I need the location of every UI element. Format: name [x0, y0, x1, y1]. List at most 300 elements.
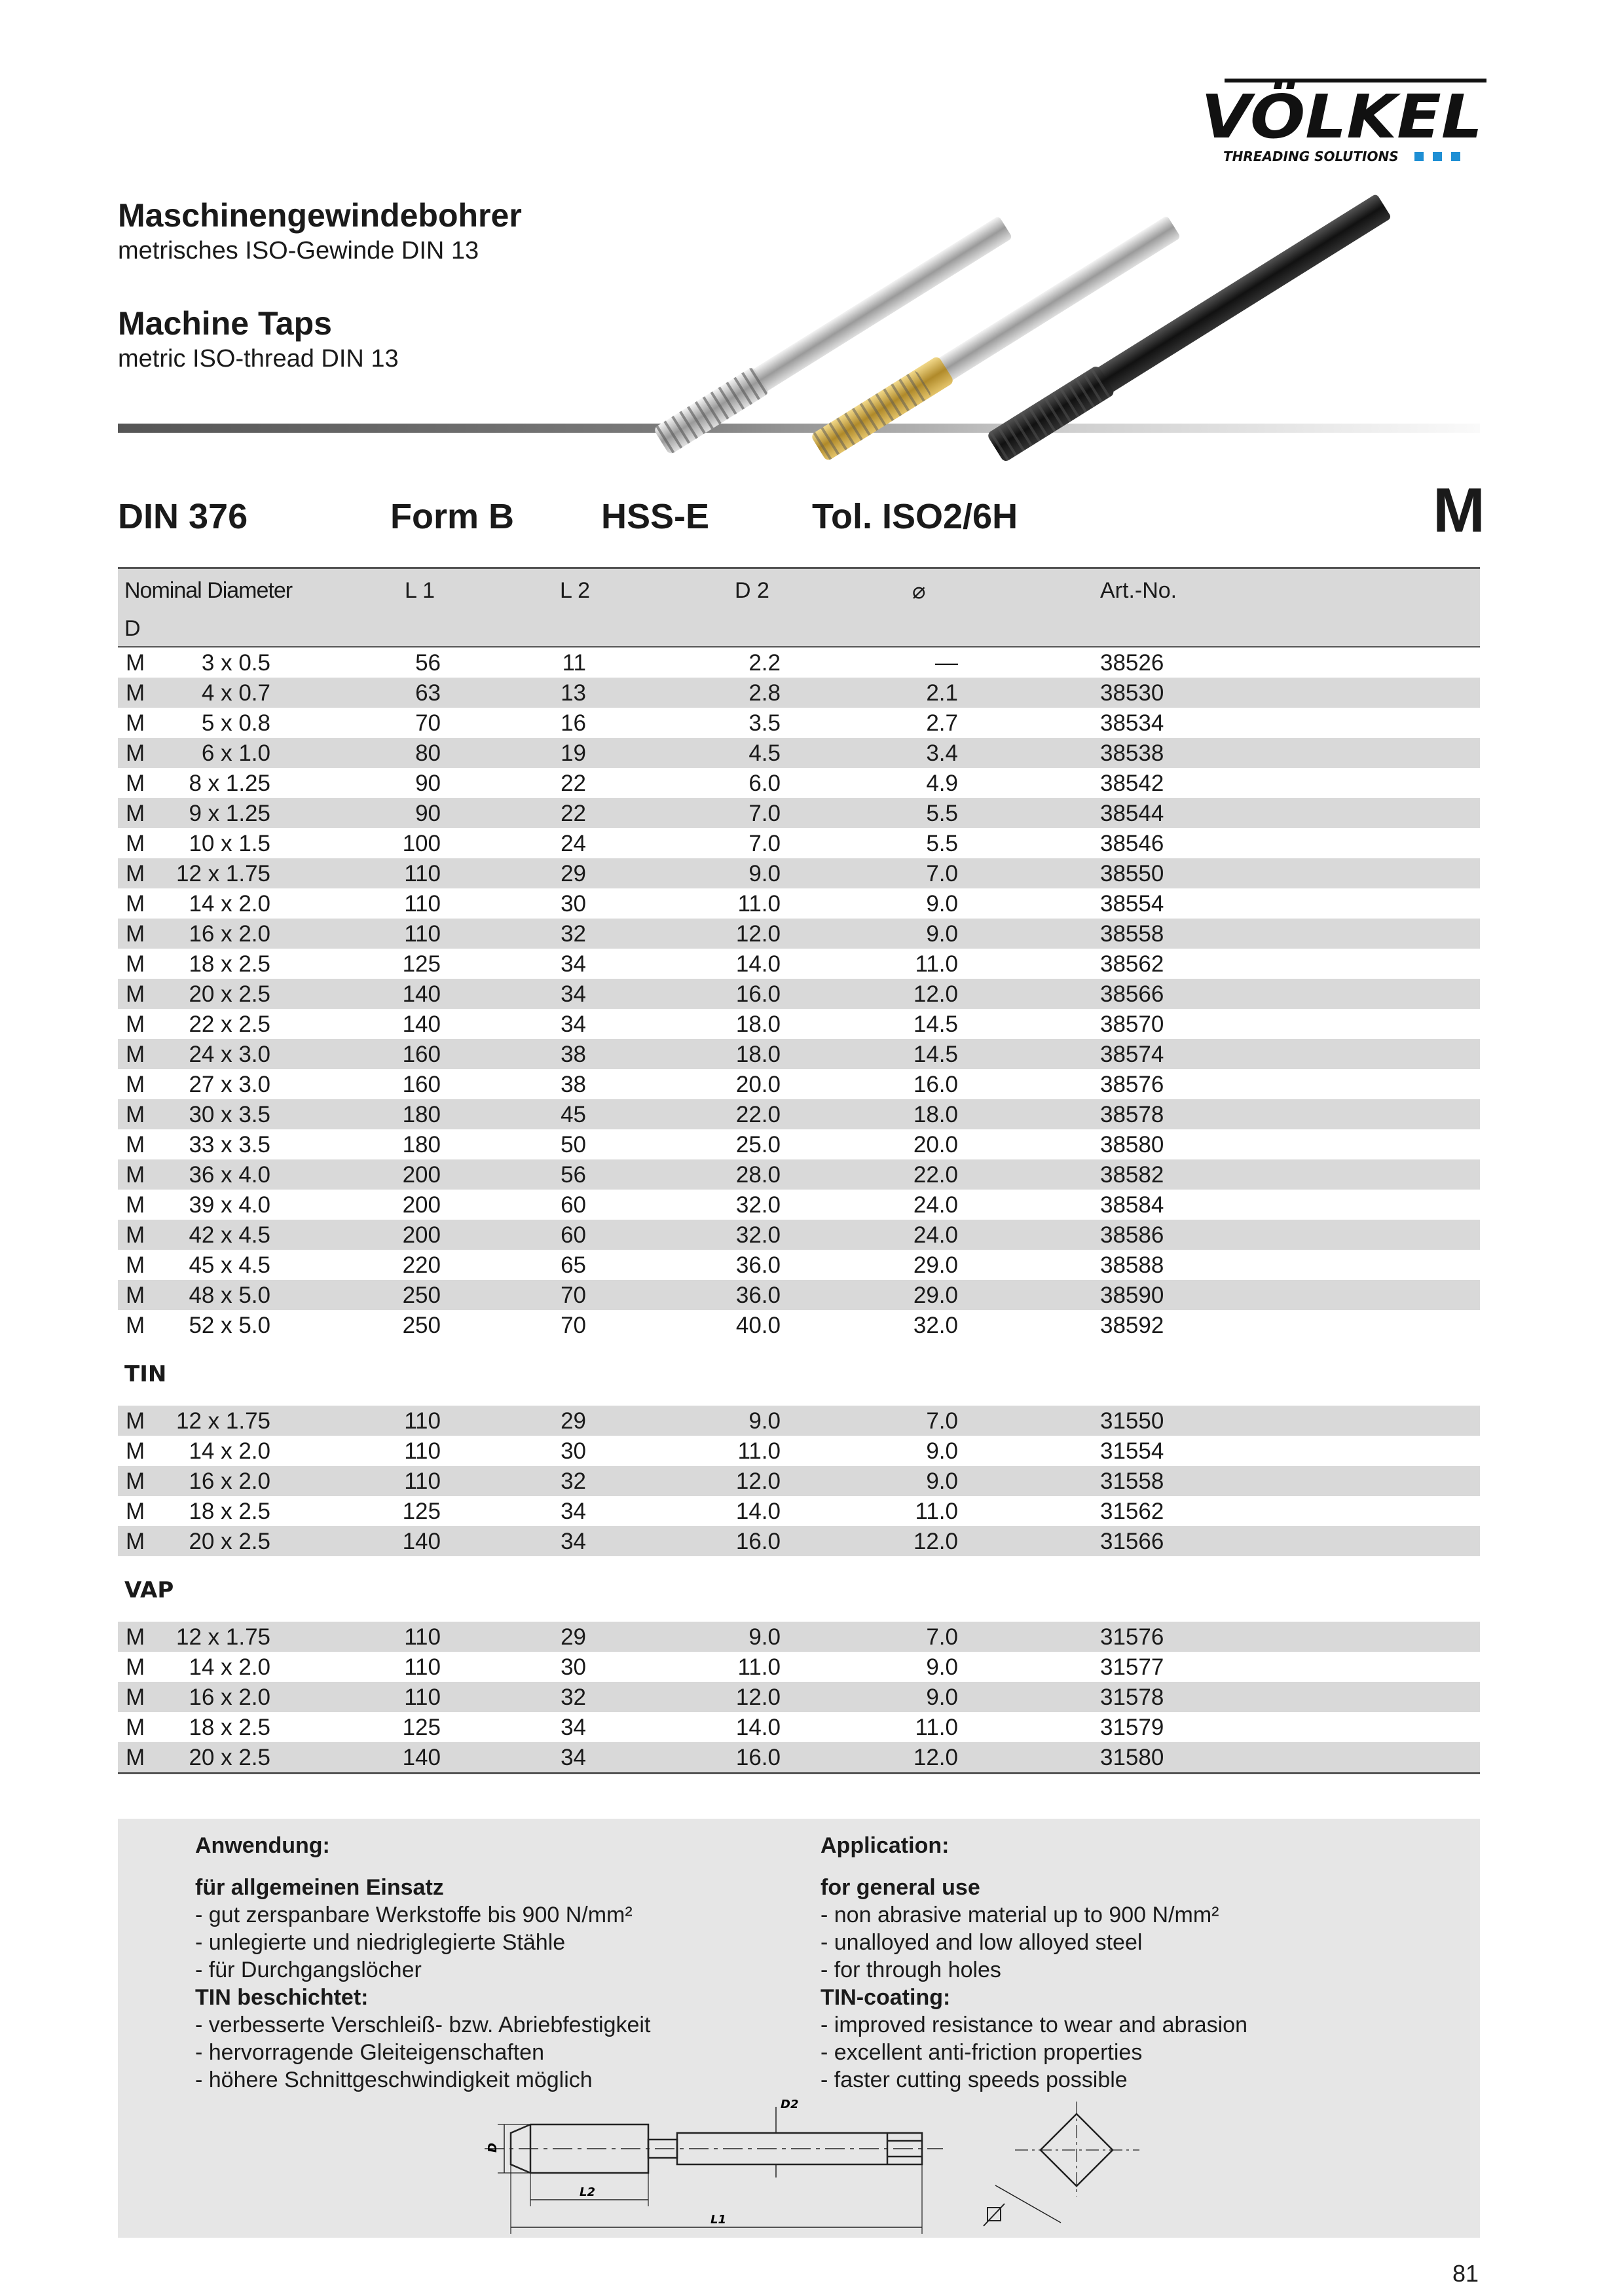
header-l2: L 2 — [560, 578, 591, 603]
cell-prefix: M — [126, 1042, 145, 1067]
cell-d2: 12.0 — [735, 1685, 781, 1710]
cell-square: 14.5 — [913, 1011, 958, 1037]
table-row — [118, 1159, 1480, 1190]
table-row — [118, 949, 1480, 979]
cell-l1: 200 — [402, 1192, 441, 1218]
cell-size: 18 x 2.5 — [189, 1715, 270, 1740]
cell-prefix: M — [126, 1745, 145, 1770]
table-row — [118, 738, 1480, 768]
cell-l2: 32 — [561, 1468, 586, 1494]
page-subtitle-en: metric ISO-thread DIN 13 — [118, 345, 399, 373]
cell-art-no: 31578 — [1100, 1685, 1164, 1710]
cell-prefix: M — [126, 861, 145, 886]
cell-prefix: M — [126, 1715, 145, 1740]
cell-square: 9.0 — [926, 891, 958, 917]
cell-d2: 9.0 — [748, 1624, 781, 1650]
cell-l1: 110 — [404, 1654, 441, 1680]
cell-size: 9 x 1.25 — [189, 801, 270, 826]
cell-l2: 34 — [561, 1011, 586, 1037]
cell-d2: 11.0 — [737, 1654, 781, 1680]
cell-art-no: 38586 — [1100, 1222, 1164, 1248]
cell-l1: 200 — [402, 1222, 441, 1248]
table-row — [118, 1406, 1480, 1436]
page-title-de: Maschinengewindebohrer — [118, 197, 522, 234]
cell-size: 22 x 2.5 — [189, 1011, 270, 1037]
cell-art-no: 38580 — [1100, 1132, 1164, 1157]
cell-square: 9.0 — [926, 1438, 958, 1464]
cell-l2: 45 — [561, 1102, 586, 1127]
cell-square: 24.0 — [913, 1192, 958, 1218]
cell-d2: 25.0 — [735, 1132, 781, 1157]
table-row — [118, 828, 1480, 858]
cell-d2: 16.0 — [735, 981, 781, 1007]
cell-prefix: M — [126, 1529, 145, 1554]
cell-l1: 110 — [404, 1624, 441, 1650]
table-row — [118, 1466, 1480, 1496]
cell-d2: 6.0 — [748, 771, 781, 796]
cell-square: 14.5 — [913, 1042, 958, 1067]
cell-d2: 7.0 — [748, 831, 781, 856]
cell-art-no: 38584 — [1100, 1192, 1164, 1218]
cell-size: 36 x 4.0 — [189, 1162, 270, 1188]
list-item: - improved resistance to wear and abrasion — [821, 2013, 1247, 2037]
application-en — [821, 1832, 1247, 2094]
cell-prefix: M — [126, 710, 145, 736]
cell-size: 16 x 2.0 — [189, 1468, 270, 1494]
cell-l2: 24 — [561, 831, 586, 856]
cell-l2: 38 — [561, 1042, 586, 1067]
cell-l2: 22 — [561, 801, 586, 826]
table-row — [118, 1069, 1480, 1099]
cell-l2: 34 — [561, 1745, 586, 1770]
cell-d2: 32.0 — [735, 1222, 781, 1248]
cell-size: 52 x 5.0 — [189, 1313, 270, 1338]
cell-l1: 250 — [402, 1283, 441, 1308]
cell-size: 4 x 0.7 — [201, 680, 270, 706]
cell-l1: 63 — [415, 680, 441, 706]
cell-square: 29.0 — [913, 1252, 958, 1278]
cell-art-no: 38558 — [1100, 921, 1164, 947]
machine-taps-image — [642, 183, 1506, 484]
cell-l2: 56 — [561, 1162, 586, 1188]
header-d2: D 2 — [735, 578, 769, 603]
cell-l2: 22 — [561, 771, 586, 796]
cell-l1: 250 — [402, 1313, 441, 1338]
cell-d2: 40.0 — [735, 1313, 781, 1338]
drawing-label-d2: D2 — [781, 2098, 799, 2111]
cell-l2: 34 — [561, 1715, 586, 1740]
header-d: D — [124, 616, 141, 641]
cell-prefix: M — [126, 1102, 145, 1127]
cell-l2: 60 — [561, 1222, 586, 1248]
cell-l1: 110 — [404, 1685, 441, 1710]
spec-thread-letter: M — [1433, 475, 1485, 545]
table-row — [118, 1682, 1480, 1712]
table-row — [118, 768, 1480, 798]
list-item: - unalloyed and low alloyed steel — [821, 1930, 1143, 1955]
page-subtitle-de: metrisches ISO-Gewinde DIN 13 — [118, 237, 479, 264]
cell-d2: 9.0 — [748, 1408, 781, 1434]
cell-prefix: M — [126, 1438, 145, 1464]
cell-l2: 32 — [561, 1685, 586, 1710]
cell-l1: 110 — [404, 1408, 441, 1434]
table-row — [118, 1436, 1480, 1466]
coating-title-en: TIN-coating: — [821, 1985, 951, 2010]
cell-square: 16.0 — [913, 1072, 958, 1097]
cell-square: 7.0 — [926, 1408, 958, 1434]
cell-art-no: 38566 — [1100, 981, 1164, 1007]
table-row — [118, 708, 1480, 738]
cell-square: 29.0 — [913, 1283, 958, 1308]
cell-d2: 36.0 — [735, 1283, 781, 1308]
cell-prefix: M — [126, 1685, 145, 1710]
cell-art-no: 38570 — [1100, 1011, 1164, 1037]
cell-d2: 14.0 — [735, 1715, 781, 1740]
table-row — [118, 919, 1480, 949]
cell-l2: 11 — [562, 650, 586, 676]
cell-prefix: M — [126, 650, 145, 676]
cell-l2: 34 — [561, 1499, 586, 1524]
cell-prefix: M — [126, 891, 145, 917]
table-row — [118, 1220, 1480, 1250]
cell-l1: 125 — [402, 1499, 441, 1524]
application-general-de: für allgemeinen Einsatz — [195, 1875, 444, 1900]
table-row — [118, 678, 1480, 708]
cell-art-no: 38576 — [1100, 1072, 1164, 1097]
cell-l1: 180 — [402, 1102, 441, 1127]
cell-l2: 16 — [561, 710, 586, 736]
section-tin: TIN — [124, 1361, 167, 1387]
cell-prefix: M — [126, 1283, 145, 1308]
spec-material: HSS-E — [601, 497, 710, 536]
cell-d2: 12.0 — [735, 921, 781, 947]
cell-l1: 80 — [415, 740, 441, 766]
cell-l2: 50 — [561, 1132, 586, 1157]
cell-d2: 4.5 — [748, 740, 781, 766]
cell-prefix: M — [126, 951, 145, 977]
svg-text:THREADING SOLUTIONS: THREADING SOLUTIONS — [1223, 149, 1399, 164]
cell-l1: 140 — [402, 981, 441, 1007]
cell-art-no: 38592 — [1100, 1313, 1164, 1338]
cell-art-no: 31562 — [1100, 1499, 1164, 1524]
list-item: - faster cutting speeds possible — [821, 2068, 1128, 2092]
cell-prefix: M — [126, 740, 145, 766]
cell-size: 14 x 2.0 — [189, 1438, 270, 1464]
drawing-label-d: D — [486, 2143, 500, 2153]
table-row — [118, 1129, 1480, 1159]
drawing-label-l2: L2 — [580, 2185, 595, 2199]
cell-art-no: 38554 — [1100, 891, 1164, 917]
cell-prefix: M — [126, 921, 145, 947]
cell-d2: 20.0 — [735, 1072, 781, 1097]
table-row — [118, 1742, 1480, 1774]
header-art-no: Art.-No. — [1100, 578, 1177, 603]
cell-square: 12.0 — [913, 1529, 958, 1554]
cell-square: 24.0 — [913, 1222, 958, 1248]
cell-l1: 110 — [404, 1438, 441, 1464]
tap-technical-drawing — [118, 2088, 1480, 2238]
application-title-de: Anwendung: — [195, 1833, 330, 1858]
cell-l2: 34 — [561, 981, 586, 1007]
cell-l2: 70 — [561, 1313, 586, 1338]
table-row — [118, 647, 1480, 678]
cell-l1: 220 — [402, 1252, 441, 1278]
application-de — [195, 1832, 650, 2094]
cell-l2: 38 — [561, 1072, 586, 1097]
cell-square: 7.0 — [926, 1624, 958, 1650]
cell-d2: 36.0 — [735, 1252, 781, 1278]
cell-art-no: 38538 — [1100, 740, 1164, 766]
list-item: - höhere Schnittgeschwindigkeit möglich — [195, 2068, 593, 2092]
application-general-en: for general use — [821, 1875, 980, 1900]
cell-l2: 60 — [561, 1192, 586, 1218]
cell-l1: 110 — [404, 1468, 441, 1494]
table-row — [118, 1712, 1480, 1742]
cell-art-no: 38578 — [1100, 1102, 1164, 1127]
cell-l1: 56 — [415, 650, 441, 676]
cell-l1: 140 — [402, 1745, 441, 1770]
cell-l2: 34 — [561, 951, 586, 977]
cell-art-no: 38582 — [1100, 1162, 1164, 1188]
application-title-en: Application: — [821, 1833, 950, 1858]
cell-size: 14 x 2.0 — [189, 1654, 270, 1680]
table-row — [118, 1310, 1480, 1340]
spec-din: DIN 376 — [118, 497, 248, 536]
cell-l1: 70 — [415, 710, 441, 736]
cell-l2: 30 — [561, 1438, 586, 1464]
cell-prefix: M — [126, 1132, 145, 1157]
coating-title-de: TIN beschichtet: — [195, 1985, 369, 2010]
cell-d2: 3.5 — [748, 710, 781, 736]
cell-d2: 28.0 — [735, 1162, 781, 1188]
cell-art-no: 31550 — [1100, 1408, 1164, 1434]
cell-size: 24 x 3.0 — [189, 1042, 270, 1067]
cell-d2: 18.0 — [735, 1011, 781, 1037]
table-header — [118, 567, 1480, 647]
cell-l1: 110 — [404, 921, 441, 947]
cell-art-no: 38590 — [1100, 1283, 1164, 1308]
cell-l1: 100 — [402, 831, 441, 856]
cell-square: 11.0 — [915, 951, 958, 977]
cell-l2: 29 — [561, 1624, 586, 1650]
cell-l2: 29 — [561, 861, 586, 886]
cell-prefix: M — [126, 1313, 145, 1338]
cell-size: 39 x 4.0 — [189, 1192, 270, 1218]
list-item: - gut zerspanbare Werkstoffe bis 900 N/mm² — [195, 1903, 633, 1927]
cell-l1: 140 — [402, 1011, 441, 1037]
cell-prefix: M — [126, 831, 145, 856]
cell-d2: 7.0 — [748, 801, 781, 826]
page-number: 81 — [1452, 2260, 1479, 2287]
cell-l2: 30 — [561, 1654, 586, 1680]
cell-art-no: 31577 — [1100, 1654, 1164, 1680]
list-item: - verbesserte Verschleiß- bzw. Abriebfestigkeit — [195, 2013, 651, 2037]
cell-square: 20.0 — [913, 1132, 958, 1157]
cell-l2: 30 — [561, 891, 586, 917]
cell-square: 5.5 — [926, 831, 958, 856]
header-nominal: Nominal Diameter — [124, 578, 293, 603]
cell-prefix: M — [126, 1162, 145, 1188]
cell-art-no: 38544 — [1100, 801, 1164, 826]
cell-d2: 2.2 — [748, 650, 781, 676]
cell-d2: 16.0 — [735, 1745, 781, 1770]
table-row — [118, 1250, 1480, 1280]
cell-l2: 65 — [561, 1252, 586, 1278]
cell-l1: 110 — [404, 861, 441, 886]
cell-d2: 32.0 — [735, 1192, 781, 1218]
cell-l2: 32 — [561, 921, 586, 947]
spec-form: Form B — [390, 497, 514, 536]
cell-l1: 140 — [402, 1529, 441, 1554]
cell-art-no: 31576 — [1100, 1624, 1164, 1650]
cell-prefix: M — [126, 1654, 145, 1680]
cell-square: 22.0 — [913, 1162, 958, 1188]
cell-art-no: 31566 — [1100, 1529, 1164, 1554]
cell-square: 3.4 — [926, 740, 958, 766]
cell-prefix: M — [126, 801, 145, 826]
cell-size: 20 x 2.5 — [189, 981, 270, 1007]
cell-l1: 90 — [415, 771, 441, 796]
cell-d2: 16.0 — [735, 1529, 781, 1554]
cell-art-no: 38542 — [1100, 771, 1164, 796]
cell-d2: 22.0 — [735, 1102, 781, 1127]
cell-l2: 29 — [561, 1408, 586, 1434]
cell-d2: 14.0 — [735, 1499, 781, 1524]
cell-size: 18 x 2.5 — [189, 951, 270, 977]
cell-art-no: 31558 — [1100, 1468, 1164, 1494]
spec-tolerance: Tol. ISO2/6H — [812, 497, 1018, 536]
cell-size: 20 x 2.5 — [189, 1745, 270, 1770]
cell-size: 16 x 2.0 — [189, 921, 270, 947]
cell-art-no: 38526 — [1100, 650, 1164, 676]
cell-l1: 110 — [404, 891, 441, 917]
cell-size: 14 x 2.0 — [189, 891, 270, 917]
table-row — [118, 1190, 1480, 1220]
cell-prefix: M — [126, 1011, 145, 1037]
cell-size: 27 x 3.0 — [189, 1072, 270, 1097]
cell-size: 3 x 0.5 — [201, 650, 270, 676]
cell-size: 6 x 1.0 — [201, 740, 270, 766]
cell-l2: 13 — [561, 680, 586, 706]
cell-size: 5 x 0.8 — [201, 710, 270, 736]
cell-square: 7.0 — [926, 861, 958, 886]
cell-prefix: M — [126, 1252, 145, 1278]
table-row — [118, 1280, 1480, 1310]
cell-prefix: M — [126, 771, 145, 796]
cell-size: 12 x 1.75 — [176, 861, 270, 886]
cell-l2: 70 — [561, 1283, 586, 1308]
cell-square: 4.9 — [926, 771, 958, 796]
section-vap: VAP — [124, 1577, 174, 1603]
table-row — [118, 1526, 1480, 1556]
cell-l1: 125 — [402, 951, 441, 977]
cell-size: 18 x 2.5 — [189, 1499, 270, 1524]
cell-size: 42 x 4.5 — [189, 1222, 270, 1248]
cell-d2: 12.0 — [735, 1468, 781, 1494]
cell-size: 12 x 1.75 — [176, 1624, 270, 1650]
cell-art-no: 38562 — [1100, 951, 1164, 977]
list-item: - non abrasive material up to 900 N/mm² — [821, 1903, 1219, 1927]
cell-prefix: M — [126, 1499, 145, 1524]
cell-art-no: 31554 — [1100, 1438, 1164, 1464]
cell-square: 18.0 — [913, 1102, 958, 1127]
cell-size: 10 x 1.5 — [189, 831, 270, 856]
cell-square: 2.1 — [926, 680, 958, 706]
cell-d2: 14.0 — [735, 951, 781, 977]
cell-square: — — [935, 650, 958, 676]
table-row — [118, 1039, 1480, 1069]
cell-art-no: 38530 — [1100, 680, 1164, 706]
table-row — [118, 1622, 1480, 1652]
cell-square: 9.0 — [926, 1685, 958, 1710]
cell-size: 48 x 5.0 — [189, 1283, 270, 1308]
cell-square: 11.0 — [915, 1715, 958, 1740]
cell-art-no: 38588 — [1100, 1252, 1164, 1278]
table-row — [118, 798, 1480, 828]
cell-l1: 125 — [402, 1715, 441, 1740]
cell-art-no: 31579 — [1100, 1715, 1164, 1740]
square-dimension-icon: ⌀ — [912, 579, 926, 604]
cell-d2: 11.0 — [737, 891, 781, 917]
cell-l1: 90 — [415, 801, 441, 826]
page-title-en: Machine Taps — [118, 305, 332, 342]
cell-prefix: M — [126, 1624, 145, 1650]
cell-d2: 11.0 — [737, 1438, 781, 1464]
list-item: - hervorragende Gleiteigenschaften — [195, 2040, 544, 2065]
cell-size: 30 x 3.5 — [189, 1102, 270, 1127]
cell-prefix: M — [126, 1192, 145, 1218]
list-item: - excellent anti-friction properties — [821, 2040, 1143, 2065]
cell-square: 9.0 — [926, 921, 958, 947]
cell-art-no: 31580 — [1100, 1745, 1164, 1770]
cell-prefix: M — [126, 1468, 145, 1494]
svg-text:VÖLKEL: VÖLKEL — [1201, 82, 1463, 152]
list-item: - unlegierte und niedriglegierte Stähle — [195, 1930, 566, 1955]
list-item: - für Durchgangslöcher — [195, 1958, 422, 1982]
cell-prefix: M — [126, 1222, 145, 1248]
voelkel-logo — [1198, 75, 1486, 167]
cell-l1: 200 — [402, 1162, 441, 1188]
cell-square: 12.0 — [913, 981, 958, 1007]
cell-l2: 19 — [561, 740, 586, 766]
cell-prefix: M — [126, 1408, 145, 1434]
cell-art-no: 38534 — [1100, 710, 1164, 736]
cell-size: 33 x 3.5 — [189, 1132, 270, 1157]
cell-l1: 160 — [402, 1042, 441, 1067]
table-row — [118, 1009, 1480, 1039]
list-item: - for through holes — [821, 1958, 1001, 1982]
cell-d2: 9.0 — [748, 861, 781, 886]
cell-square: 5.5 — [926, 801, 958, 826]
cell-size: 8 x 1.25 — [189, 771, 270, 796]
cell-l2: 34 — [561, 1529, 586, 1554]
cell-d2: 2.8 — [748, 680, 781, 706]
header-l1: L 1 — [405, 578, 435, 603]
cell-d2: 18.0 — [735, 1042, 781, 1067]
table-row — [118, 1652, 1480, 1682]
cell-art-no: 38574 — [1100, 1042, 1164, 1067]
cell-square: 9.0 — [926, 1654, 958, 1680]
cell-size: 45 x 4.5 — [189, 1252, 270, 1278]
cell-art-no: 38546 — [1100, 831, 1164, 856]
cell-art-no: 38550 — [1100, 861, 1164, 886]
cell-prefix: M — [126, 680, 145, 706]
table-row — [118, 1496, 1480, 1526]
cell-square: 12.0 — [913, 1745, 958, 1770]
table-row — [118, 858, 1480, 888]
drawing-label-l1: L1 — [710, 2213, 726, 2227]
cell-l1: 160 — [402, 1072, 441, 1097]
